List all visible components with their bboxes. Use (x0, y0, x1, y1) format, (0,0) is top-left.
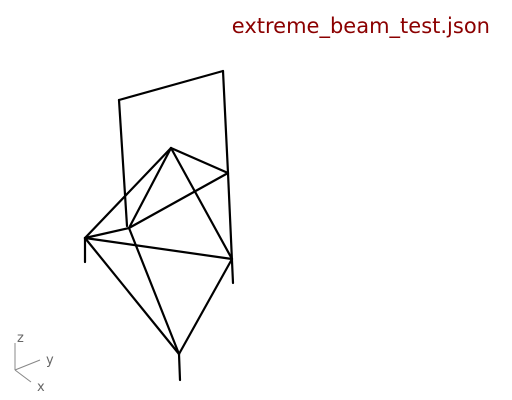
beam[interactable] (171, 148, 232, 259)
beam[interactable] (223, 71, 228, 173)
beam[interactable] (119, 100, 127, 226)
beam[interactable] (119, 71, 223, 100)
axis-y-label: y (46, 353, 54, 368)
beam[interactable] (171, 148, 228, 173)
axis-z-label: z (17, 331, 24, 346)
beam-structure (85, 71, 233, 380)
beam[interactable] (85, 238, 179, 354)
beam[interactable] (85, 238, 232, 259)
axis-triad-icon (15, 331, 54, 395)
beam[interactable] (85, 228, 129, 238)
beam[interactable] (179, 354, 180, 380)
file-name-title: extreme_beam_test.json (231, 14, 490, 38)
axis-x-label: x (37, 380, 45, 395)
beam[interactable] (179, 259, 232, 354)
